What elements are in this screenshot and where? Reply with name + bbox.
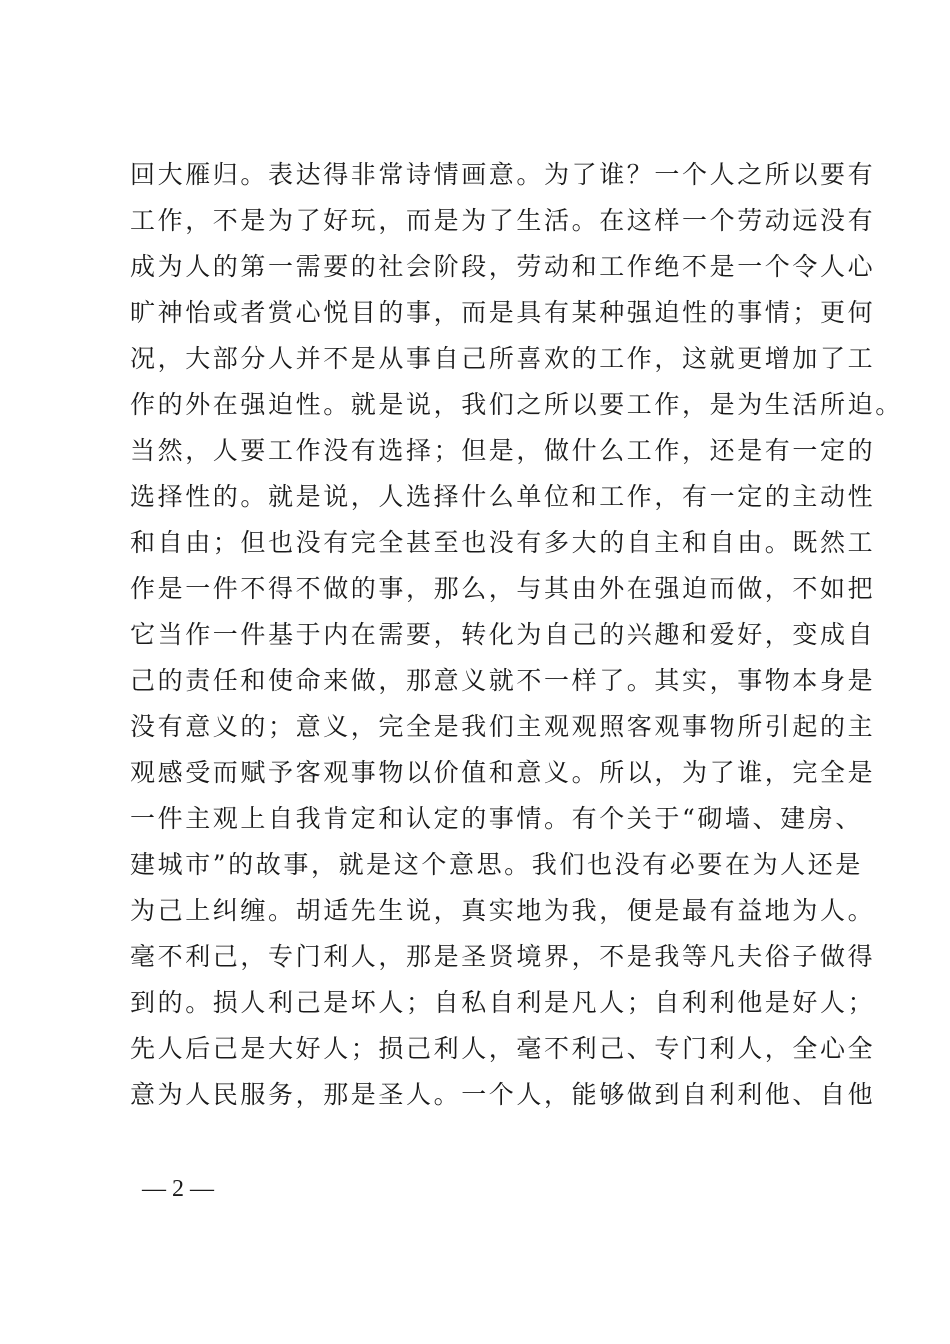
text-line: 当然，人要工作没有选择；但是，做什么工作，还是有一定的: [130, 436, 876, 465]
page-number: — 2 —: [142, 1176, 214, 1202]
text-line: 己的责任和使命来做，那意义就不一样了。其实，事物本身是: [130, 666, 876, 695]
text-line: 旷神怡或者赏心悦目的事，而是具有某种强迫性的事情；更何: [130, 298, 876, 327]
text-line: 为己上纠缠。胡适先生说，真实地为我，便是最有益地为人。: [130, 896, 876, 925]
text-line: 它当作一件基于内在需要，转化为自己的兴趣和爱好，变成自: [130, 620, 876, 649]
text-line: 毫不利己，专门利人，那是圣贤境界，不是我等凡夫俗子做得: [130, 942, 876, 971]
text-line: 和自由；但也没有完全甚至也没有多大的自主和自由。既然工: [130, 528, 876, 557]
text-line: 选择性的。就是说，人选择什么单位和工作，有一定的主动性: [130, 482, 876, 511]
text-line: 建城市”的故事，就是这个意思。我们也没有必要在为人还是: [130, 850, 863, 879]
text-line: 到的。损人利己是坏人；自私自利是凡人；自利利他是好人；: [130, 988, 876, 1017]
text-line: 观感受而赋予客观事物以价值和意义。所以，为了谁，完全是: [130, 758, 876, 787]
text-line: 作是一件不得不做的事，那么，与其由外在强迫而做，不如把: [130, 574, 876, 603]
text-line: 作的外在强迫性。就是说，我们之所以要工作，是为生活所迫。: [130, 390, 903, 419]
text-line: 意为人民服务，那是圣人。一个人，能够做到自利利他、自他: [130, 1080, 876, 1109]
text-line: 况，大部分人并不是从事自己所喜欢的工作，这就更增加了工: [130, 344, 876, 373]
text-line: 工作，不是为了好玩，而是为了生活。在这样一个劳动远没有: [130, 206, 876, 235]
body-text: [130, 152, 903, 1118]
text-line: 没有意义的；意义，完全是我们主观观照客观事物所引起的主: [130, 712, 876, 741]
text-line: 回大雁归。表达得非常诗情画意。为了谁？一个人之所以要有: [130, 160, 876, 189]
text-line: 先人后己是大好人；损己利人，毫不利己、专门利人，全心全: [130, 1034, 876, 1063]
text-line: 一件主观上自我肯定和认定的事情。有个关于“砌墙、建房、: [130, 804, 863, 833]
text-line: 成为人的第一需要的社会阶段，劳动和工作绝不是一个令人心: [130, 252, 876, 281]
